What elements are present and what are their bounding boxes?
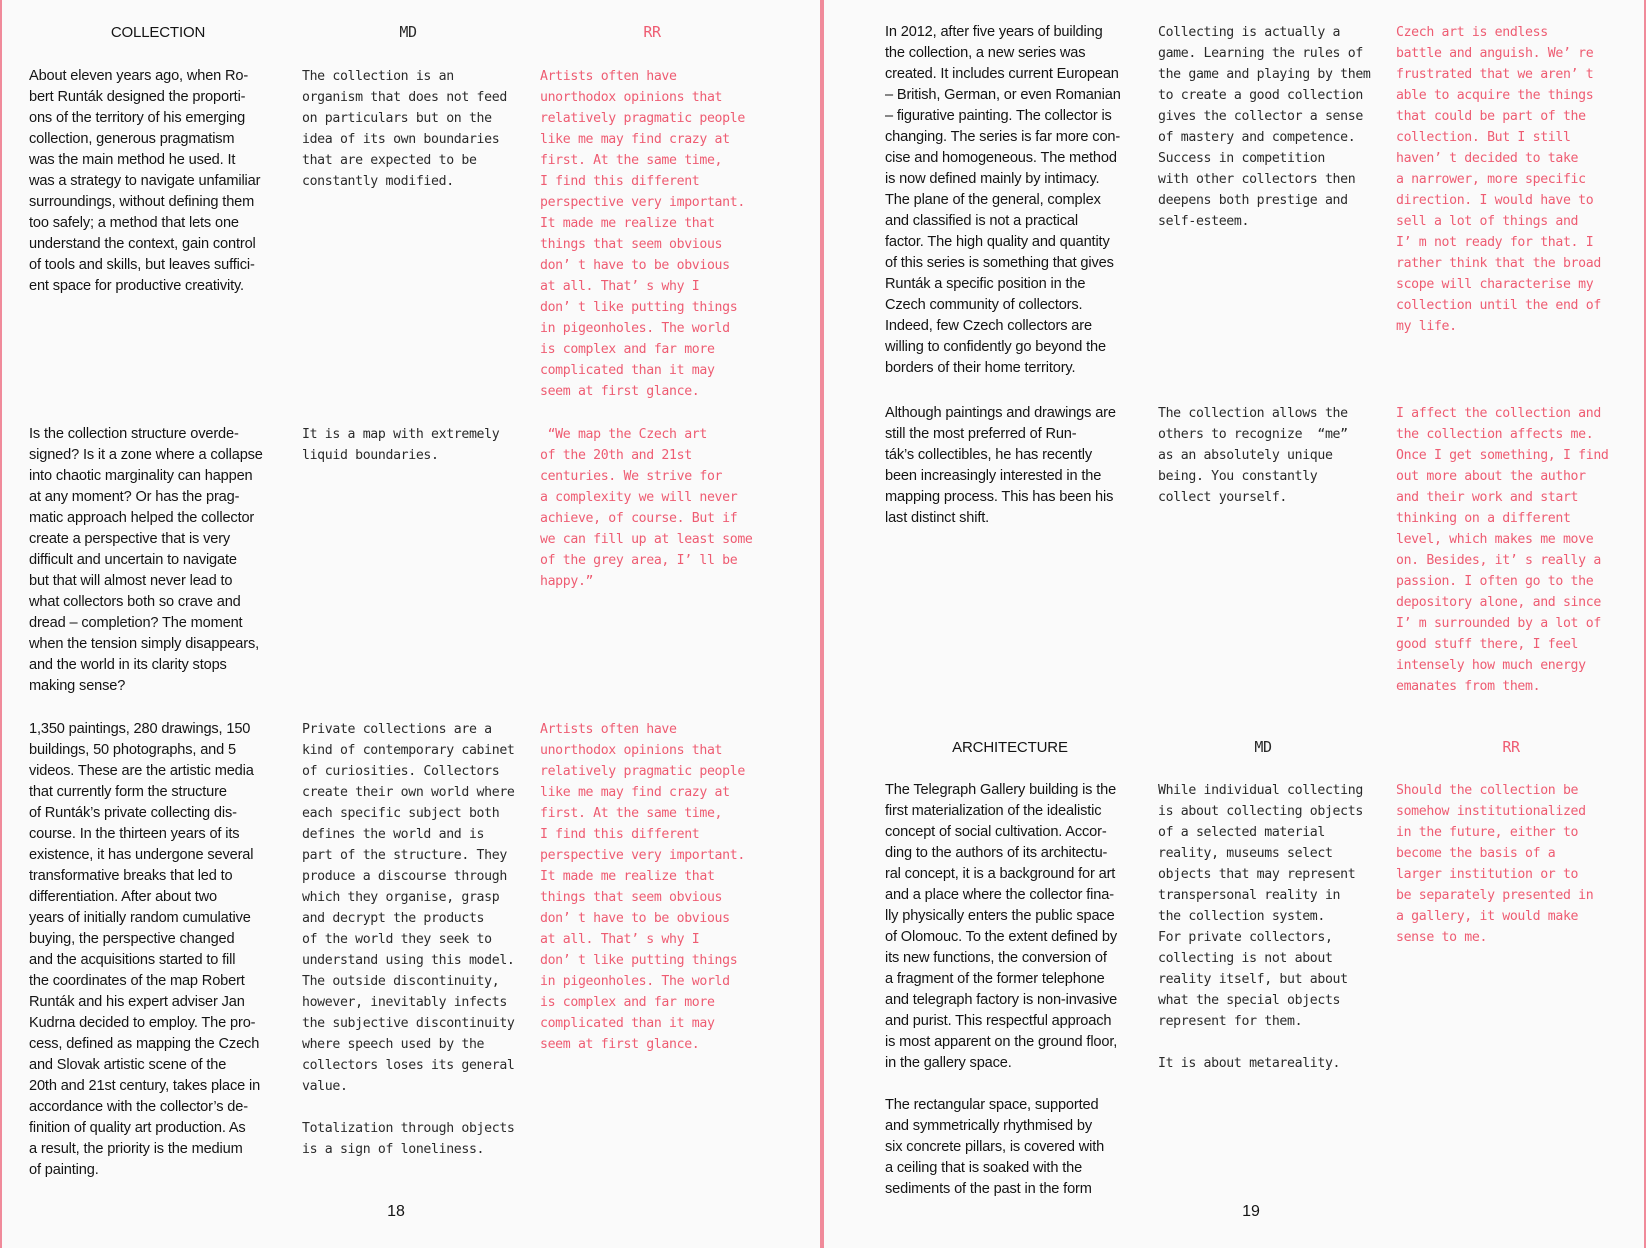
page-number-right: 19 bbox=[1242, 1203, 1260, 1220]
text-block-md-2: It is a map with extremely liquid boundaries. bbox=[302, 427, 500, 463]
text-block-series-2: Although paintings and drawings are still the most preferred of Run- ták’s collectibles, he has recently been increasingly interested in the mapping process. This has been his last distinct shift. bbox=[885, 405, 1116, 526]
text-block-rr-1: Artists often have unorthodox opinions that relatively pragmatic people like me may find crazy at first. At the same time, I find this different perspective very important. It made me realize that things that seem obvious don’ t have to be obvious at all. That’ s why I don’ t like putting things in pigeonholes. The world is complex and far more complicated than it may seem at first glance. bbox=[540, 69, 745, 399]
header-rr-architecture: RR bbox=[1502, 738, 1520, 756]
text-block-rr-5: I affect the collection and the collection affects me. Once I get something, I find out more about the author and their work and start thinking on a different level, which makes me move on. Besides, it’ s really a passion. I often go to the depository alone, and since I’ m surrounded by a lot of good stuff there, I feel intensely how much energy emanates from them. bbox=[1396, 406, 1609, 694]
text-block-rr-6: Should the collection be somehow institutionalized in the future, either to become the basis of a larger institution or to be separately presented in a gallery, it would make sense to me. bbox=[1396, 783, 1594, 945]
header-collection: COLLECTION bbox=[110, 24, 206, 41]
header-md: MD bbox=[399, 23, 417, 41]
text-block-md-5: The collection allows the others to recognize “me” as an absolutely unique being. You constantly collect yourself. bbox=[1158, 406, 1348, 505]
left-page bbox=[0, 0, 822, 1248]
text-block-architecture: The Telegraph Gallery building is the first materialization of the idealistic concept of social cultivation. Accor- ding to the authors of its architectu- ral concept, it is a background for art and a place where the collector fina- lly physically enters the public space of Olomouc. To the extent defined by its new functions, the conversion of a fragment of the former telephone and telegraph factory is non-invasive and purist. This respectful approach is most apparent on the ground floor, in the gallery space. The rectangular space, supported and symmetrically rhythmised by six concrete pillars, is covered with a ceiling that is soaked with the sediments of the past in the form bbox=[885, 782, 1118, 1197]
text-block-collection-1: About eleven years ago, when Ro- bert Runták designed the proporti- ons of the territory of his emerging collection, generous pragmatism was the main method he used. It was a strategy to navigate unfamiliar surroundings, without defining them too safely; a method that lets one understand the context, gain control of tools and skills, but leaves suffici- ent space for productive creativity. bbox=[29, 68, 261, 294]
text-block-md-6: While individual collecting is about collecting objects of a selected material reality, museums select objects that may represent transpersonal reality in the collection system. For private collectors, collecting is not about reality itself, but about what the special objects represent for them. It is about metareality. bbox=[1158, 783, 1363, 1071]
page-number-left: 18 bbox=[387, 1203, 405, 1220]
text-block-series-1: In 2012, after five years of building the collection, a new series was created. It includes current European – British, German, or even Romanian – figurative painting. The collector is changing. The series is far more con- cise and homogeneous. The method is now defined mainly by intimacy. The plane of the general, complex and classified is not a practical factor. The high quality and quantity of this series is something that gives Runták a specific position in the Czech community of collectors. Indeed, few Czech collectors are willing to confidently go beyond the borders of their home territory. bbox=[885, 24, 1121, 376]
header-md-architecture: MD bbox=[1254, 738, 1272, 756]
right-page bbox=[824, 0, 1646, 1248]
text-block-md-3: Private collections are a kind of contemporary cabinet of curiosities. Collectors create their own world where each specific subject both defines the world and is part of the structure. They produce a discourse through which they organise, grasp and decrypt the products of the world they seek to understand using this model. The outside discontinuity, however, inevitably infects the subjective discontinuity where speech used by the collectors loses its general value. Totalization through objects is a sign of loneliness. bbox=[302, 722, 515, 1157]
header-architecture: ARCHITECTURE bbox=[952, 739, 1068, 756]
text-block-rr-4: Czech art is endless battle and anguish. We’ re frustrated that we aren’ t able to acquire the things that could be part of the collection. But I still haven’ t decided to take a narrower, more specific direction. I would have to sell a lot of things and I’ m not ready for that. I rather think that the broad scope will characterise my collection until the end of my life. bbox=[1396, 25, 1601, 334]
text-block-rr-3: Artists often have unorthodox opinions that relatively pragmatic people like me may find crazy at first. At the same time, I find this different perspective very important. It made me realize that things that seem obvious don’ t have to be obvious at all. That’ s why I don’ t like putting things in pigeonholes. The world is complex and far more complicated than it may seem at first glance. bbox=[540, 722, 745, 1052]
text-block-rr-2: “We map the Czech art of the 20th and 21st centuries. We strive for a complexity we will never achieve, of course. But if we can fill up at least some of the grey area, I’ ll be happy.” bbox=[540, 427, 753, 589]
text-block-collection-3: 1,350 paintings, 280 drawings, 150 buildings, 50 photographs, and 5 videos. These are the artistic media that currently form the structure of Runták’s private collecting dis- course. In the thirteen years of its existence, it has undergone several transformative breaks that led to differentiation. After about two years of initially random cumulative buying, the perspective changed and the acquisitions started to fill the coordinates of the map Robert Runták and his expert adviser Jan Kudrna decided to employ. The pro- cess, defined as mapping the Czech and Slovak artistic scene of the 20th and 21st century, takes place in accordance with the collector’s de- finition of quality art production. As a result, the priority is the medium of painting. bbox=[29, 721, 261, 1178]
text-block-md-4: Collecting is actually a game. Learning the rules of the game and playing by them to create a good collection gives the collector a sense of mastery and competence. Success in competition with other collectors then deepens both prestige and self-esteem. bbox=[1158, 25, 1371, 229]
text-block-collection-2: Is the collection structure overde- signed? Is it a zone where a collapse into chaotic marginality can happen at any moment? Or has the prag- matic approach helped the collector create a perspective that is very difficult and uncertain to navigate but that will almost never lead to what collectors both so crave and dread – completion? The moment when the tension simply disappears, and the world in its clarity stops making sense? bbox=[29, 426, 263, 694]
header-rr: RR bbox=[643, 23, 661, 41]
text-block-md-1: The collection is an organism that does not feed on particulars but on the idea of its own boundaries that are expected to be constantly modified. bbox=[302, 69, 507, 189]
